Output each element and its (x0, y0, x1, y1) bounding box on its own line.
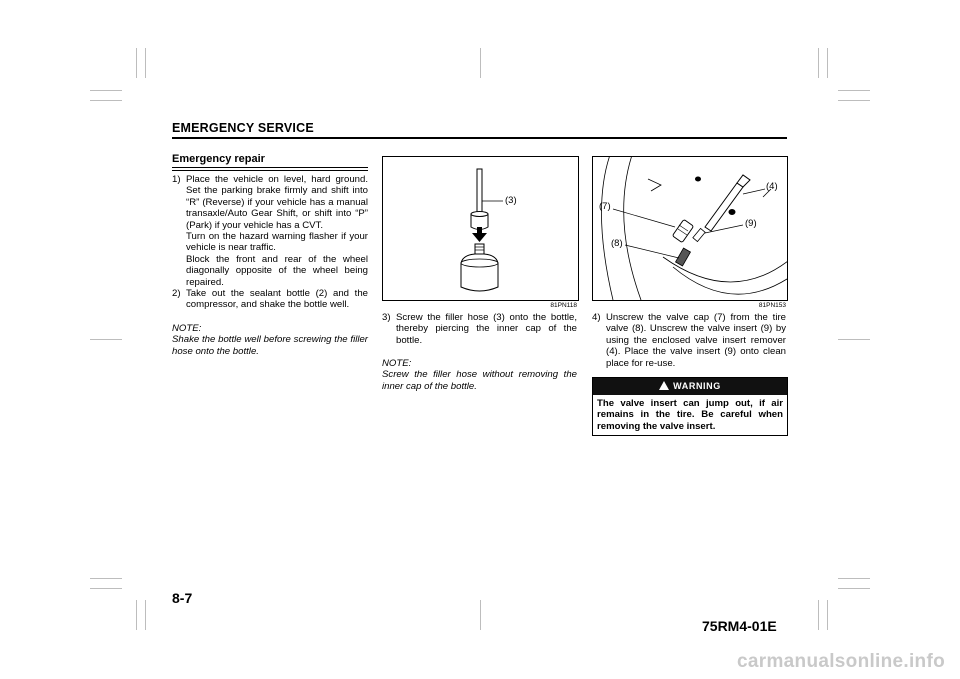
step-4 (592, 312, 786, 369)
tire-valve-illustration (593, 157, 787, 300)
note-text: Shake the bottle well before screwing the filler hose onto the bottle. (172, 334, 368, 357)
step-text: Screw the filler hose (3) onto the bottle, thereby piercing the inner cap of the bottle. (396, 312, 577, 346)
warning-title: WARNING (673, 381, 721, 391)
step-text: Take out the sealant bottle (2) and the compressor, and shake the bottle well. (186, 288, 368, 311)
warning-header (593, 378, 787, 395)
step-number: 1) (172, 174, 181, 185)
note-1 (172, 323, 368, 357)
callout-7: (7) (599, 201, 611, 212)
note-label: NOTE: (382, 358, 412, 369)
figure-tire-valve (592, 156, 788, 301)
step-text: Unscrew the valve cap (7) from the tire valve (8). Unscrew the valve insert (9) by using the enclosed valve insert remover (4). Place the valve insert (9) onto clean place for re-use. (606, 312, 786, 369)
bottle-hose-illustration (383, 157, 578, 300)
step-number: 4) (592, 312, 601, 323)
watermark: carmanualsonline.info (737, 651, 945, 672)
section-rule (172, 167, 368, 168)
callout-9: (9) (745, 218, 757, 229)
step-number: 2) (172, 288, 181, 299)
warning-text: The valve insert can jump out, if air remains in the tire. Be careful when removing the valve insert. (597, 398, 783, 432)
warning-box (592, 377, 788, 436)
callout-3: (3) (505, 195, 517, 206)
warning-triangle-icon (659, 381, 669, 390)
step-3 (382, 312, 577, 346)
step-text: Place the vehicle on level, hard ground. Set the parking brake firmly and shift into “R” (Reverse) if your vehicle has a manual transaxle/Auto Gear Shift, or shift into “P” (Park) if your vehicle has a CVT. (186, 174, 368, 231)
step-2 (172, 288, 368, 311)
figure-code: 81PN153 (758, 302, 786, 309)
figure-code: 81PN118 (550, 302, 577, 309)
note-2 (382, 358, 577, 392)
note-label: NOTE: (172, 323, 202, 334)
step-text: Turn on the hazard warning flasher if your vehicle is near traffic. (186, 231, 368, 254)
header-title: EMERGENCY SERVICE (172, 121, 314, 135)
figure-bottle-hose (382, 156, 579, 301)
section-title: Emergency repair (172, 153, 265, 165)
note-text: Screw the filler hose without removing the inner cap of the bottle. (382, 369, 577, 392)
step-text: Block the front and rear of the wheel diagonally opposite of the wheel being repaired. (186, 253, 368, 288)
step-number: 3) (382, 312, 391, 323)
step-1 (172, 174, 368, 288)
document-code: 75RM4-01E (702, 618, 777, 634)
header-rule (172, 137, 787, 139)
callout-4: (4) (766, 181, 778, 192)
callout-8: (8) (611, 238, 623, 249)
page-number: 8-7 (172, 590, 193, 606)
section-rule-thin (172, 170, 368, 171)
